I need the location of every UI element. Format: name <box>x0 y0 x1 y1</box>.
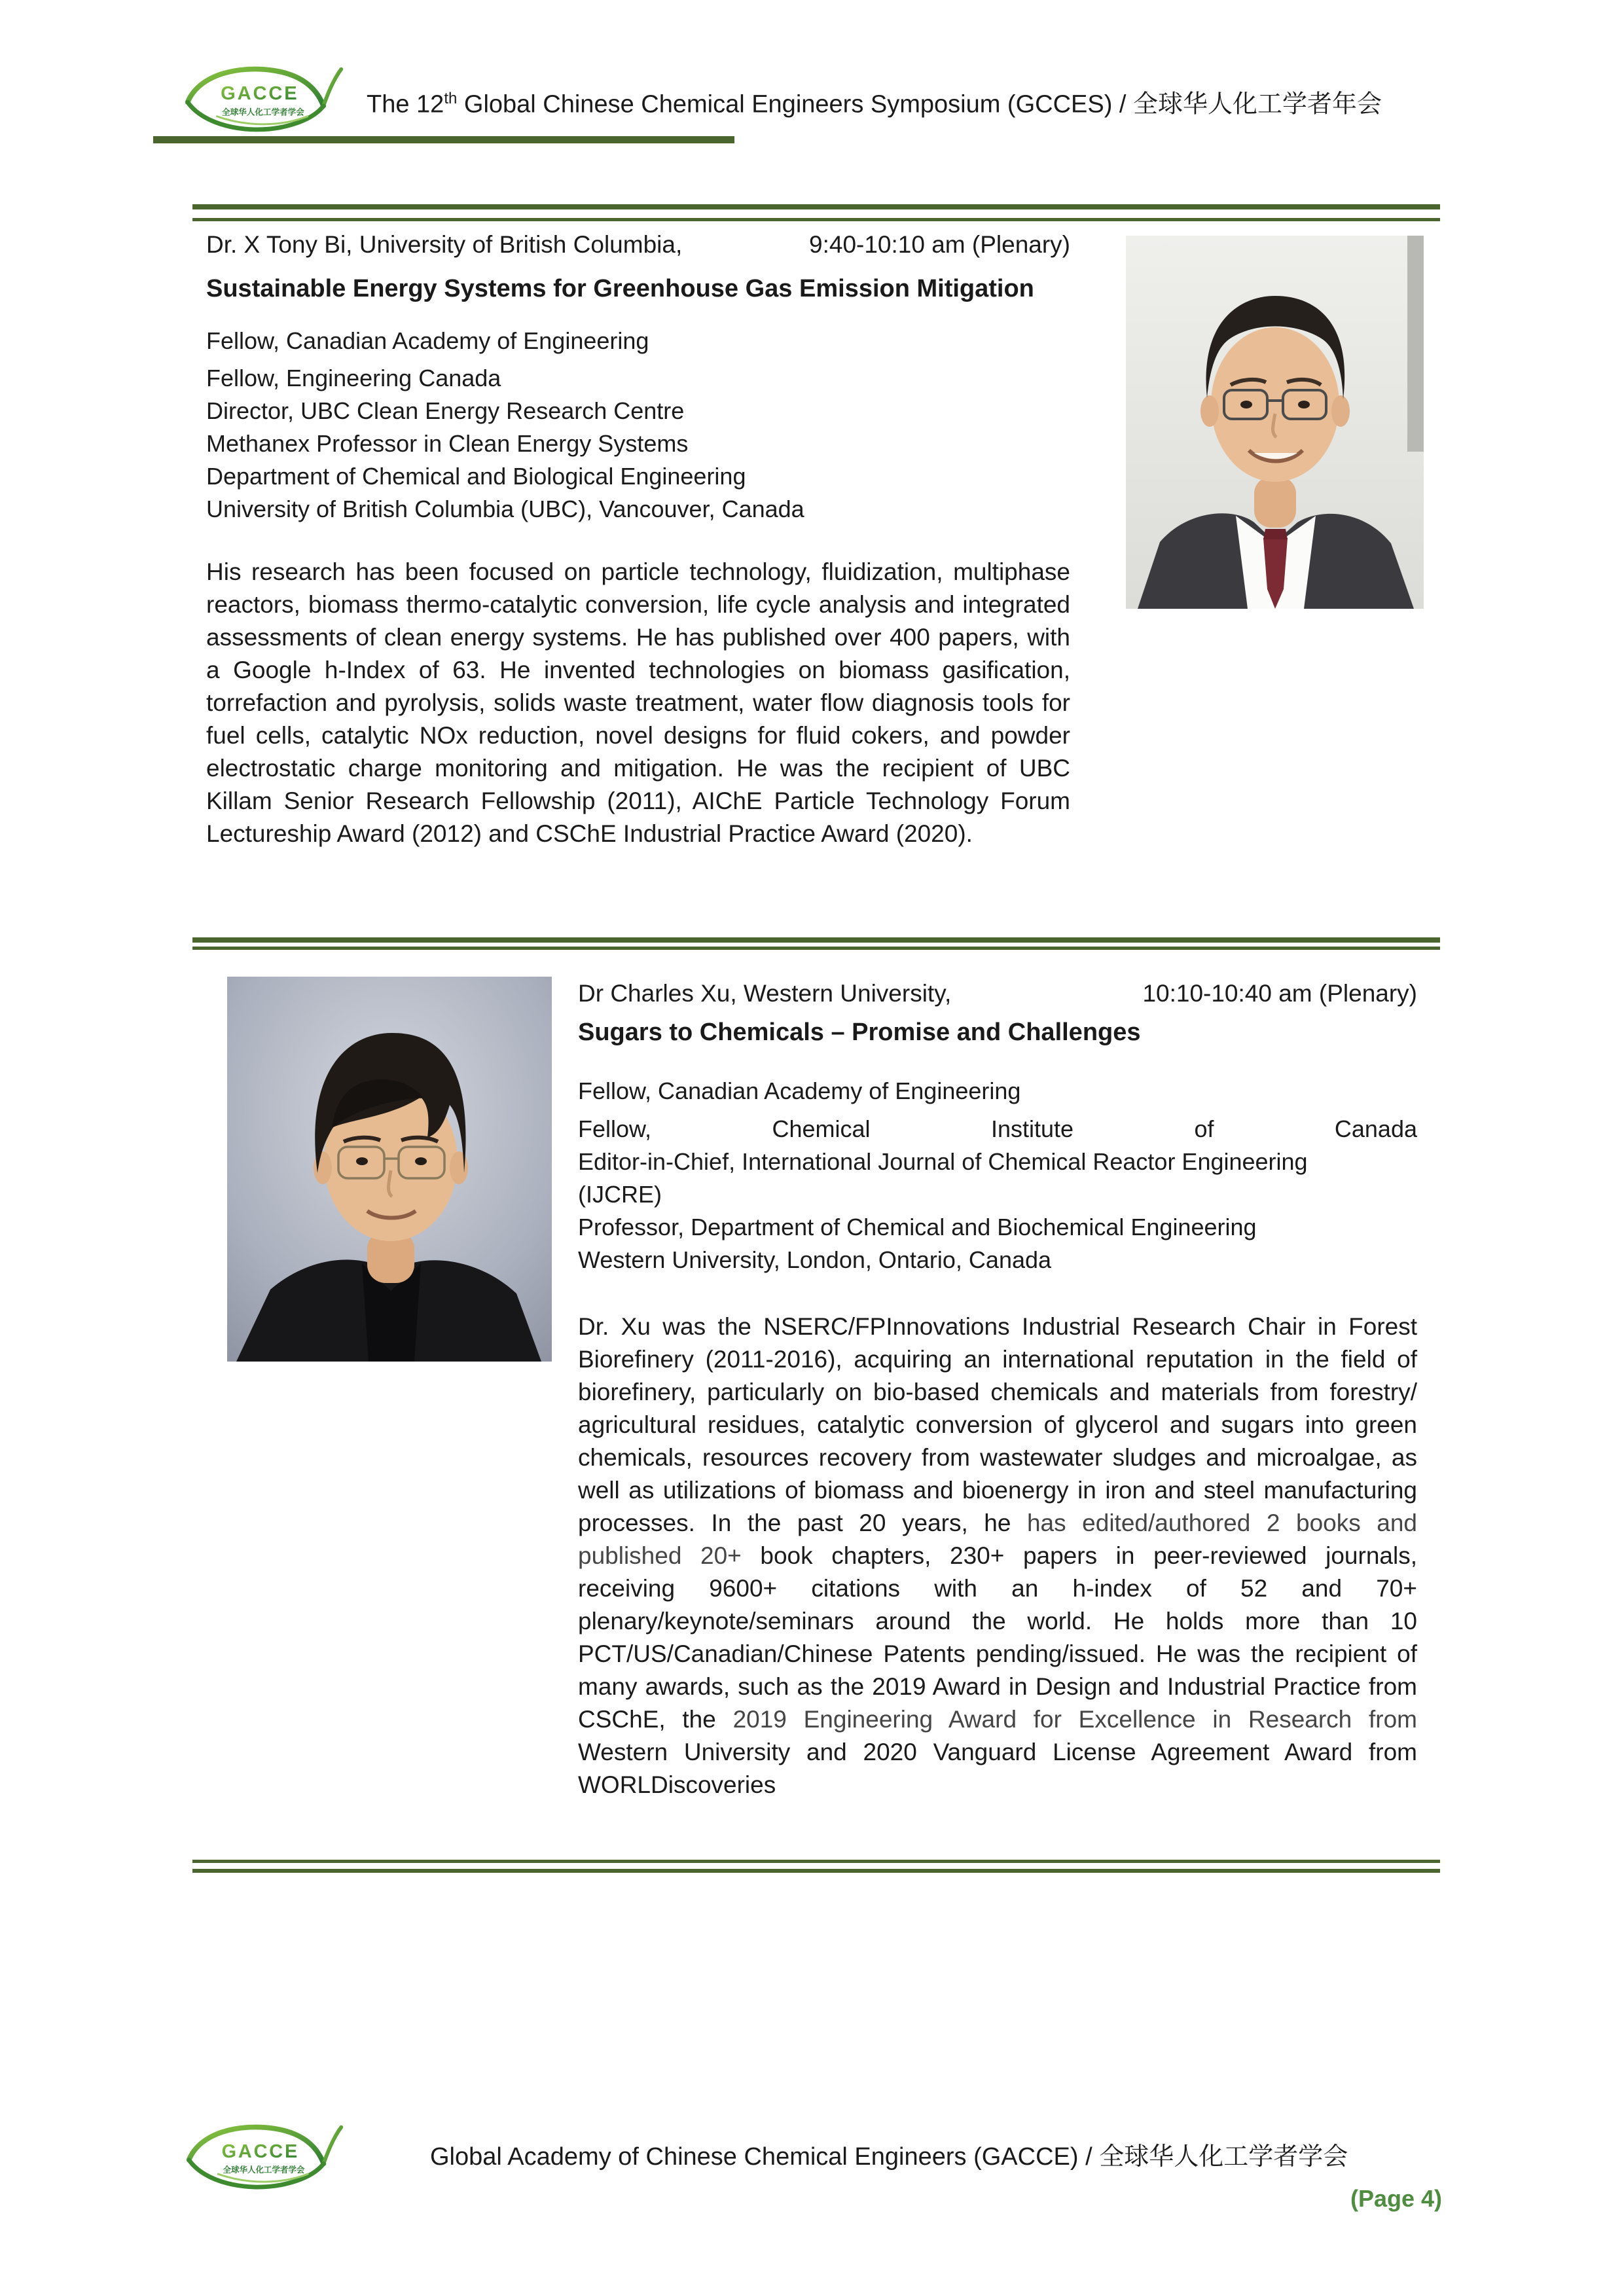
section-divider-rule-thick <box>192 937 1440 943</box>
speaker2-name-row <box>578 979 1417 1008</box>
affiliation-line: Editor-in-Chief, International Journal of Chemical Reactor Engineering <box>578 1148 1308 1175</box>
bio-segment: book chapters, 230+ papers in peer-reviewed journals, receiving 9600+ citations with an h-index of 52 and 70+ plenary/keynote/seminars around the world. He holds more than 10 PCT/US/Canadian/Chinese Patents pending/issued. He was the recipient of many awards, such as the 2019 Award in Design and Industrial Practice from CSChE, the <box>578 1542 1417 1733</box>
speaker1-time: 9:40-10:10 am (Plenary) <box>809 231 1070 258</box>
speaker2-bio <box>578 1310 1417 1801</box>
speaker2-affiliations <box>578 1075 1417 1276</box>
affiliation-line: Fellow, Chemical Institute of Canada <box>578 1115 1417 1142</box>
bio-segment: Dr. Xu was the NSERC/FPInnovations Industrial Research Chair in Forest Biorefinery (2011-2016), acquiring an international reputation in the field of biorefinery, particularly on bio-based chemicals and materials from forestry/ agricultural residues, catalytic conversion of glycerol and sugars into green chemicals, resources recovery from wastewater sludges and microalgae, as well as utilizations of biomass and bioenergy in iron and steel manufacturing processes. In the past 20 years, he <box>578 1313 1417 1536</box>
header-underline-bar <box>153 136 734 143</box>
title-rest: Global Chinese Chemical Engineers Symposium (GCCES) / 全球华人化工学者年会 <box>457 90 1382 118</box>
bio-segment: Western University and 2020 Vanguard License Agreement Award from WORLDiscoveries <box>578 1739 1417 1798</box>
gacce-footer-logo <box>183 2121 346 2190</box>
section2-bottom-rule-thin <box>192 1860 1440 1863</box>
title-superscript: th <box>444 90 458 107</box>
speaker1-name-row <box>206 230 1070 259</box>
affiliation-line: Department of Chemical and Biological Engineering <box>206 463 746 490</box>
footer-organization-text: Global Academy of Chinese Chemical Engineers (GACCE) / 全球华人化工学者学会 <box>430 2143 1348 2171</box>
affiliation-line: Western University, London, Ontario, Canada <box>578 1246 1052 1273</box>
bio-segment-light: 2019 Engineering Award for Excellence in Research from <box>732 1706 1417 1733</box>
gacce-logo <box>181 63 346 137</box>
affiliation-line: Fellow, Canadian Academy of Engineering <box>578 1077 1021 1104</box>
affiliation-line: Professor, Department of Chemical and Biochemical Engineering <box>578 1214 1257 1240</box>
section2-bottom-rule-thick <box>192 1869 1440 1873</box>
speaker2-section <box>578 979 1417 1801</box>
affiliation-line: Fellow, Canadian Academy of Engineering <box>206 327 649 354</box>
bio-segment-light: has edited/authored 2 books and published 20+ <box>578 1509 1417 1569</box>
title-prefix: The 12 <box>367 90 444 118</box>
speaker1-photo <box>1126 236 1424 609</box>
section1-top-rule-thin <box>192 218 1440 221</box>
affiliation-line: (IJCRE) <box>578 1181 662 1208</box>
leaf-tail-stroke <box>323 2127 341 2164</box>
section-divider-rule-thin <box>192 947 1440 950</box>
speaker1-section <box>206 230 1070 850</box>
affiliation-line: Methanex Professor in Clean Energy Systems <box>206 430 689 457</box>
speaker1-bio: His research has been focused on particle technology, fluidization, multiphase reactors, biomass thermo-catalytic conversion, life cycle analysis and integrated assessments of clean energy systems. He has published over 400 papers, with a Google h-Index of 63. He invented technologies on biomass gasification, torrefaction and pyrolysis, solids waste treatment, water flow diagnosis tools for fuel cells, catalytic NOx reduction, novel designs for fluid cokers, and powder electrostatic charge monitoring and mitigation. He was the recipient of UBC Killam Senior Research Fellowship (2011), AIChE Particle Technology Forum Lectureship Award (2012) and CSChE Industrial Practice Award (2020). <box>206 558 1070 847</box>
logo-chinese-text: 全球华人化工学者学会 <box>222 107 304 117</box>
leaf-tail-stroke <box>323 69 341 106</box>
logo-acronym-text: GACCE <box>221 83 299 105</box>
speaker1-name: Dr. X Tony Bi, University of British Columbia, <box>206 231 683 258</box>
speaker1-affiliations <box>206 325 1070 526</box>
speaker2-talk-title: Sugars to Chemicals – Promise and Challenges <box>578 1019 1141 1046</box>
affiliation-line: Fellow, Engineering Canada <box>206 365 501 391</box>
affiliation-line: University of British Columbia (UBC), Vancouver, Canada <box>206 496 804 522</box>
section1-top-rule-thick <box>192 204 1440 209</box>
logo-acronym-text: GACCE <box>221 2141 300 2162</box>
speaker1-talk-title: Sustainable Energy Systems for Greenhouse Gas Emission Mitigation <box>206 275 1034 302</box>
speaker2-photo <box>227 977 552 1362</box>
speaker2-time: 10:10-10:40 am (Plenary) <box>1142 980 1417 1007</box>
speaker2-name: Dr Charles Xu, Western University, <box>578 980 952 1007</box>
symposium-title <box>367 84 1453 120</box>
logo-chinese-text: 全球华人化工学者学会 <box>223 2165 305 2175</box>
page-number-label: (Page 4) <box>1350 2185 1442 2212</box>
affiliation-line: Director, UBC Clean Energy Research Centre <box>206 397 685 424</box>
